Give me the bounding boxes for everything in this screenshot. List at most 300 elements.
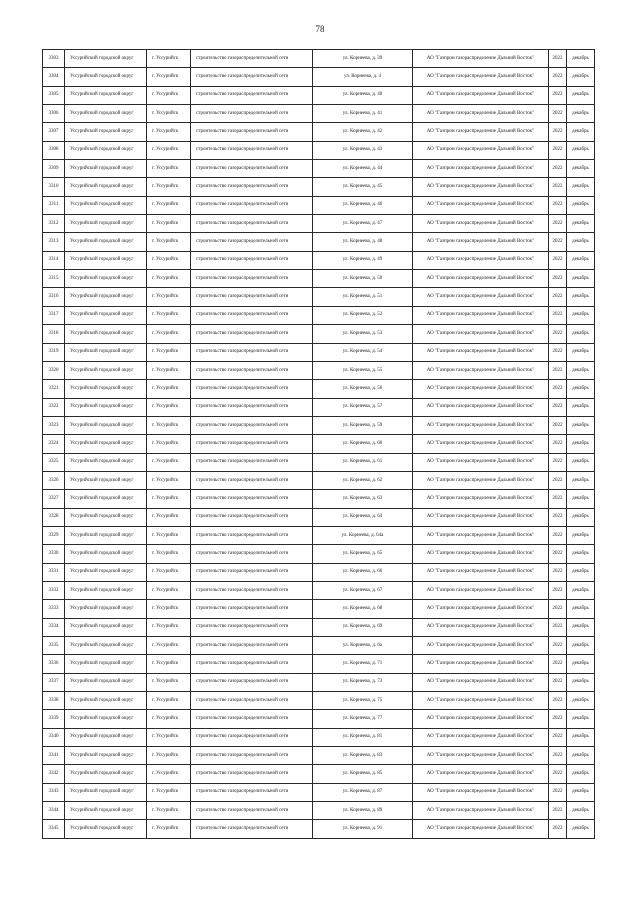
- month-cell: декабрь: [567, 710, 595, 728]
- table-row: [43, 765, 595, 783]
- table-row: [43, 288, 595, 306]
- year-cell: 2022: [549, 215, 567, 233]
- month-cell: декабрь: [567, 673, 595, 691]
- year-cell: 2022: [549, 123, 567, 141]
- row-number-cell: 3343: [43, 783, 65, 801]
- month-cell: декабрь: [567, 178, 595, 196]
- table-row: [43, 215, 595, 233]
- work-type-cell: строительство газораспределительной сети: [191, 545, 313, 563]
- district-cell: Уссурийский городской округ: [65, 178, 147, 196]
- work-type-cell: строительство газораспределительной сети: [191, 581, 313, 599]
- work-type-cell: строительство газораспределительной сети: [191, 105, 313, 123]
- table-row: [43, 637, 595, 655]
- organization-cell: АО "Газпром газораспределение Дальний Восток": [413, 416, 549, 434]
- month-cell: декабрь: [567, 802, 595, 820]
- work-type-cell: строительство газораспределительной сети: [191, 215, 313, 233]
- year-cell: 2022: [549, 783, 567, 801]
- table-row: [43, 600, 595, 618]
- work-type-cell: строительство газораспределительной сети: [191, 233, 313, 251]
- organization-cell: АО "Газпром газораспределение Дальний Восток": [413, 673, 549, 691]
- row-number-cell: 3329: [43, 526, 65, 544]
- month-cell: декабрь: [567, 508, 595, 526]
- year-cell: 2022: [549, 68, 567, 86]
- address-cell: ул. Корнеева, д. 47: [313, 215, 413, 233]
- address-cell: ул. Корнеева, д. 71: [313, 655, 413, 673]
- row-number-cell: 3340: [43, 728, 65, 746]
- address-cell: ул. Корнеева, д. 41: [313, 105, 413, 123]
- district-cell: Уссурийский городской округ: [65, 783, 147, 801]
- address-cell: ул. Корнеева, д. 40: [313, 86, 413, 104]
- table-row: [43, 306, 595, 324]
- city-cell: г. Уссурийск: [147, 251, 191, 269]
- district-cell: Уссурийский городской округ: [65, 453, 147, 471]
- district-cell: Уссурийский городской округ: [65, 508, 147, 526]
- city-cell: г. Уссурийск: [147, 141, 191, 159]
- city-cell: г. Уссурийск: [147, 325, 191, 343]
- table-row: [43, 50, 595, 68]
- year-cell: 2022: [549, 141, 567, 159]
- year-cell: 2022: [549, 453, 567, 471]
- organization-cell: АО "Газпром газораспределение Дальний Восток": [413, 453, 549, 471]
- organization-cell: АО "Газпром газораспределение Дальний Восток": [413, 325, 549, 343]
- month-cell: декабрь: [567, 50, 595, 68]
- table-row: [43, 508, 595, 526]
- work-type-cell: строительство газораспределительной сети: [191, 471, 313, 489]
- month-cell: декабрь: [567, 545, 595, 563]
- month-cell: декабрь: [567, 380, 595, 398]
- organization-cell: АО "Газпром газораспределение Дальний Восток": [413, 618, 549, 636]
- district-cell: Уссурийский городской округ: [65, 288, 147, 306]
- district-cell: Уссурийский городской округ: [65, 270, 147, 288]
- organization-cell: АО "Газпром газораспределение Дальний Восток": [413, 563, 549, 581]
- table-row: [43, 581, 595, 599]
- district-cell: Уссурийский городской округ: [65, 86, 147, 104]
- year-cell: 2022: [549, 747, 567, 765]
- address-cell: ул. Корнеева, д. 39: [313, 50, 413, 68]
- year-cell: 2022: [549, 50, 567, 68]
- city-cell: г. Уссурийск: [147, 820, 191, 838]
- organization-cell: АО "Газпром газораспределение Дальний Восток": [413, 86, 549, 104]
- district-cell: Уссурийский городской округ: [65, 563, 147, 581]
- address-cell: ул. Корнеева, д. 66: [313, 563, 413, 581]
- year-cell: 2022: [549, 508, 567, 526]
- city-cell: г. Уссурийск: [147, 123, 191, 141]
- address-cell: ул. Корнеева, д. 85: [313, 765, 413, 783]
- city-cell: г. Уссурийск: [147, 637, 191, 655]
- row-number-cell: 3314: [43, 251, 65, 269]
- organization-cell: АО "Газпром газораспределение Дальний Восток": [413, 802, 549, 820]
- organization-cell: АО "Газпром газораспределение Дальний Восток": [413, 306, 549, 324]
- row-number-cell: 3331: [43, 563, 65, 581]
- month-cell: декабрь: [567, 600, 595, 618]
- year-cell: 2022: [549, 618, 567, 636]
- table-row: [43, 178, 595, 196]
- city-cell: г. Уссурийск: [147, 178, 191, 196]
- table-row: [43, 545, 595, 563]
- organization-cell: АО "Газпром газораспределение Дальний Восток": [413, 251, 549, 269]
- address-cell: ул. Корнеева, д. 45: [313, 178, 413, 196]
- address-cell: ул. Корнеева, д. 53: [313, 325, 413, 343]
- row-number-cell: 3341: [43, 747, 65, 765]
- district-cell: Уссурийский городской округ: [65, 306, 147, 324]
- organization-cell: АО "Газпром газораспределение Дальний Восток": [413, 490, 549, 508]
- row-number-cell: 3320: [43, 361, 65, 379]
- city-cell: г. Уссурийск: [147, 86, 191, 104]
- city-cell: г. Уссурийск: [147, 50, 191, 68]
- city-cell: г. Уссурийск: [147, 526, 191, 544]
- table-row: [43, 490, 595, 508]
- address-cell: ул. Корнеева, д. 91: [313, 820, 413, 838]
- row-number-cell: 3307: [43, 123, 65, 141]
- district-cell: Уссурийский городской округ: [65, 802, 147, 820]
- row-number-cell: 3344: [43, 802, 65, 820]
- district-cell: Уссурийский городской округ: [65, 765, 147, 783]
- table-row: [43, 655, 595, 673]
- table-row: [43, 325, 595, 343]
- address-cell: ул. Корнеева, д. 68: [313, 600, 413, 618]
- city-cell: г. Уссурийск: [147, 105, 191, 123]
- organization-cell: АО "Газпром газораспределение Дальний Восток": [413, 655, 549, 673]
- row-number-cell: 3306: [43, 105, 65, 123]
- table-row: [43, 692, 595, 710]
- organization-cell: АО "Газпром газораспределение Дальний Восток": [413, 215, 549, 233]
- year-cell: 2022: [549, 251, 567, 269]
- organization-cell: АО "Газпром газораспределение Дальний Восток": [413, 526, 549, 544]
- year-cell: 2022: [549, 820, 567, 838]
- year-cell: 2022: [549, 343, 567, 361]
- city-cell: г. Уссурийск: [147, 563, 191, 581]
- organization-cell: АО "Газпром газораспределение Дальний Восток": [413, 343, 549, 361]
- work-type-cell: строительство газораспределительной сети: [191, 196, 313, 214]
- address-cell: ул. Корнеева, д. 55: [313, 361, 413, 379]
- city-cell: г. Уссурийск: [147, 398, 191, 416]
- address-cell: ул. Корнеева, д. 52: [313, 306, 413, 324]
- year-cell: 2022: [549, 490, 567, 508]
- year-cell: 2022: [549, 435, 567, 453]
- organization-cell: АО "Газпром газораспределение Дальний Восток": [413, 233, 549, 251]
- month-cell: декабрь: [567, 361, 595, 379]
- city-cell: г. Уссурийск: [147, 215, 191, 233]
- address-cell: ул. Корнеева, д. 56: [313, 380, 413, 398]
- row-number-cell: 3309: [43, 160, 65, 178]
- table-row: [43, 105, 595, 123]
- month-cell: декабрь: [567, 728, 595, 746]
- address-cell: ул. Корнеева, д. 48: [313, 233, 413, 251]
- year-cell: 2022: [549, 361, 567, 379]
- month-cell: декабрь: [567, 306, 595, 324]
- district-cell: Уссурийский городской округ: [65, 105, 147, 123]
- month-cell: декабрь: [567, 343, 595, 361]
- table-row: [43, 526, 595, 544]
- address-cell: ул. Корнеева, д. 42: [313, 123, 413, 141]
- row-number-cell: 3312: [43, 215, 65, 233]
- organization-cell: АО "Газпром газораспределение Дальний Восток": [413, 435, 549, 453]
- table-row: [43, 251, 595, 269]
- table-row: [43, 435, 595, 453]
- year-cell: 2022: [549, 637, 567, 655]
- table-row: [43, 783, 595, 801]
- year-cell: 2022: [549, 545, 567, 563]
- row-number-cell: 3316: [43, 288, 65, 306]
- work-type-cell: строительство газораспределительной сети: [191, 618, 313, 636]
- row-number-cell: 3303: [43, 50, 65, 68]
- month-cell: декабрь: [567, 563, 595, 581]
- work-type-cell: строительство газораспределительной сети: [191, 288, 313, 306]
- work-type-cell: строительство газораспределительной сети: [191, 453, 313, 471]
- month-cell: декабрь: [567, 692, 595, 710]
- address-cell: ул. Корнеева, д. 43: [313, 141, 413, 159]
- address-cell: ул. Корнеева, д. 60: [313, 435, 413, 453]
- address-cell: ул. Корнеева, д. 51: [313, 288, 413, 306]
- year-cell: 2022: [549, 416, 567, 434]
- address-cell: ул. Корнеева, д. 61: [313, 453, 413, 471]
- organization-cell: АО "Газпром газораспределение Дальний Восток": [413, 820, 549, 838]
- row-number-cell: 3330: [43, 545, 65, 563]
- work-type-cell: строительство газораспределительной сети: [191, 655, 313, 673]
- work-type-cell: строительство газораспределительной сети: [191, 380, 313, 398]
- work-type-cell: строительство газораспределительной сети: [191, 306, 313, 324]
- district-cell: Уссурийский городской округ: [65, 215, 147, 233]
- row-number-cell: 3332: [43, 581, 65, 599]
- year-cell: 2022: [549, 105, 567, 123]
- row-number-cell: 3323: [43, 416, 65, 434]
- row-number-cell: 3342: [43, 765, 65, 783]
- address-cell: ул. Корнеева, д. 59: [313, 416, 413, 434]
- work-type-cell: строительство газораспределительной сети: [191, 600, 313, 618]
- district-cell: Уссурийский городской округ: [65, 233, 147, 251]
- city-cell: г. Уссурийск: [147, 490, 191, 508]
- row-number-cell: 3313: [43, 233, 65, 251]
- address-cell: ул. Корнеева, д. 83: [313, 747, 413, 765]
- month-cell: декабрь: [567, 765, 595, 783]
- organization-cell: АО "Газпром газораспределение Дальний Восток": [413, 398, 549, 416]
- city-cell: г. Уссурийск: [147, 581, 191, 599]
- city-cell: г. Уссурийск: [147, 600, 191, 618]
- table-row: [43, 802, 595, 820]
- organization-cell: АО "Газпром газораспределение Дальний Восток": [413, 692, 549, 710]
- month-cell: декабрь: [567, 655, 595, 673]
- district-cell: Уссурийский городской округ: [65, 361, 147, 379]
- city-cell: г. Уссурийск: [147, 471, 191, 489]
- organization-cell: АО "Газпром газораспределение Дальний Восток": [413, 728, 549, 746]
- work-type-cell: строительство газораспределительной сети: [191, 490, 313, 508]
- city-cell: г. Уссурийск: [147, 618, 191, 636]
- district-cell: Уссурийский городской округ: [65, 471, 147, 489]
- address-cell: ул. Корнеева, д. 46: [313, 196, 413, 214]
- work-type-cell: строительство газораспределительной сети: [191, 820, 313, 838]
- organization-cell: АО "Газпром газораспределение Дальний Восток": [413, 380, 549, 398]
- table-row: [43, 141, 595, 159]
- address-cell: ул. Корнеева, д. 63: [313, 490, 413, 508]
- month-cell: декабрь: [567, 581, 595, 599]
- month-cell: декабрь: [567, 86, 595, 104]
- address-cell: ул. Корнеева, д. 49: [313, 251, 413, 269]
- organization-cell: АО "Газпром газораспределение Дальний Восток": [413, 545, 549, 563]
- month-cell: декабрь: [567, 270, 595, 288]
- month-cell: декабрь: [567, 435, 595, 453]
- table-row: [43, 86, 595, 104]
- organization-cell: АО "Газпром газораспределение Дальний Восток": [413, 637, 549, 655]
- work-type-cell: строительство газораспределительной сети: [191, 802, 313, 820]
- table-row: [43, 453, 595, 471]
- work-type-cell: строительство газораспределительной сети: [191, 637, 313, 655]
- organization-cell: АО "Газпром газораспределение Дальний Восток": [413, 508, 549, 526]
- district-cell: Уссурийский городской округ: [65, 325, 147, 343]
- organization-cell: АО "Газпром газораспределение Дальний Восток": [413, 288, 549, 306]
- organization-cell: АО "Газпром газораспределение Дальний Восток": [413, 105, 549, 123]
- city-cell: г. Уссурийск: [147, 288, 191, 306]
- organization-cell: АО "Газпром газораспределение Дальний Восток": [413, 270, 549, 288]
- table-row: [43, 563, 595, 581]
- district-cell: Уссурийский городской округ: [65, 600, 147, 618]
- city-cell: г. Уссурийск: [147, 802, 191, 820]
- organization-cell: АО "Газпром газораспределение Дальний Восток": [413, 123, 549, 141]
- city-cell: г. Уссурийск: [147, 747, 191, 765]
- year-cell: 2022: [549, 563, 567, 581]
- work-type-cell: строительство газораспределительной сети: [191, 68, 313, 86]
- row-number-cell: 3304: [43, 68, 65, 86]
- year-cell: 2022: [549, 288, 567, 306]
- gasification-schedule-table: [42, 49, 595, 839]
- district-cell: Уссурийский городской округ: [65, 581, 147, 599]
- address-cell: ул. Корнеева, д. 62: [313, 471, 413, 489]
- year-cell: 2022: [549, 692, 567, 710]
- year-cell: 2022: [549, 160, 567, 178]
- address-cell: ул. Корнеева, д. 44: [313, 160, 413, 178]
- month-cell: декабрь: [567, 471, 595, 489]
- work-type-cell: строительство газораспределительной сети: [191, 141, 313, 159]
- year-cell: 2022: [549, 673, 567, 691]
- district-cell: Уссурийский городской округ: [65, 343, 147, 361]
- row-number-cell: 3328: [43, 508, 65, 526]
- year-cell: 2022: [549, 765, 567, 783]
- work-type-cell: строительство газораспределительной сети: [191, 361, 313, 379]
- work-type-cell: строительство газораспределительной сети: [191, 710, 313, 728]
- row-number-cell: 3345: [43, 820, 65, 838]
- city-cell: г. Уссурийск: [147, 728, 191, 746]
- row-number-cell: 3311: [43, 196, 65, 214]
- address-cell: ул. Корнеева, д. 69: [313, 618, 413, 636]
- city-cell: г. Уссурийск: [147, 692, 191, 710]
- organization-cell: АО "Газпром газораспределение Дальний Восток": [413, 141, 549, 159]
- row-number-cell: 3337: [43, 673, 65, 691]
- district-cell: Уссурийский городской округ: [65, 655, 147, 673]
- address-cell: ул. Корнеева, д. 6а: [313, 637, 413, 655]
- row-number-cell: 3333: [43, 600, 65, 618]
- year-cell: 2022: [549, 380, 567, 398]
- month-cell: декабрь: [567, 196, 595, 214]
- address-cell: ул. Корнеева, д. 57: [313, 398, 413, 416]
- address-cell: ул. Корнеева, д. 4: [313, 68, 413, 86]
- city-cell: г. Уссурийск: [147, 453, 191, 471]
- city-cell: г. Уссурийск: [147, 361, 191, 379]
- year-cell: 2022: [549, 196, 567, 214]
- row-number-cell: 3315: [43, 270, 65, 288]
- row-number-cell: 3318: [43, 325, 65, 343]
- table-row: [43, 747, 595, 765]
- work-type-cell: строительство газораспределительной сети: [191, 398, 313, 416]
- organization-cell: АО "Газпром газораспределение Дальний Восток": [413, 783, 549, 801]
- address-cell: ул. Корнеева, д. 65: [313, 545, 413, 563]
- organization-cell: АО "Газпром газораспределение Дальний Восток": [413, 50, 549, 68]
- page-number: 78: [315, 24, 325, 34]
- district-cell: Уссурийский городской округ: [65, 251, 147, 269]
- district-cell: Уссурийский городской округ: [65, 618, 147, 636]
- year-cell: 2022: [549, 471, 567, 489]
- table-row: [43, 123, 595, 141]
- table-row: [43, 710, 595, 728]
- organization-cell: АО "Газпром газораспределение Дальний Восток": [413, 160, 549, 178]
- address-cell: ул. Корнеева, д. 73: [313, 673, 413, 691]
- address-cell: ул. Корнеева, д. 77: [313, 710, 413, 728]
- district-cell: Уссурийский городской округ: [65, 692, 147, 710]
- city-cell: г. Уссурийск: [147, 270, 191, 288]
- address-cell: ул. Корнеева, д. 50: [313, 270, 413, 288]
- month-cell: декабрь: [567, 288, 595, 306]
- month-cell: декабрь: [567, 215, 595, 233]
- month-cell: декабрь: [567, 490, 595, 508]
- work-type-cell: строительство газораспределительной сети: [191, 526, 313, 544]
- work-type-cell: строительство газораспределительной сети: [191, 508, 313, 526]
- work-type-cell: строительство газораспределительной сети: [191, 673, 313, 691]
- city-cell: г. Уссурийск: [147, 306, 191, 324]
- organization-cell: АО "Газпром газораспределение Дальний Восток": [413, 361, 549, 379]
- address-cell: ул. Корнеева, д. 64: [313, 508, 413, 526]
- district-cell: Уссурийский городской округ: [65, 398, 147, 416]
- row-number-cell: 3319: [43, 343, 65, 361]
- year-cell: 2022: [549, 526, 567, 544]
- district-cell: Уссурийский городской округ: [65, 637, 147, 655]
- year-cell: 2022: [549, 86, 567, 104]
- district-cell: Уссурийский городской округ: [65, 673, 147, 691]
- organization-cell: АО "Газпром газораспределение Дальний Восток": [413, 178, 549, 196]
- month-cell: декабрь: [567, 618, 595, 636]
- work-type-cell: строительство газораспределительной сети: [191, 251, 313, 269]
- year-cell: 2022: [549, 581, 567, 599]
- work-type-cell: строительство газораспределительной сети: [191, 563, 313, 581]
- organization-cell: АО "Газпром газораспределение Дальний Восток": [413, 600, 549, 618]
- month-cell: декабрь: [567, 783, 595, 801]
- city-cell: г. Уссурийск: [147, 416, 191, 434]
- month-cell: декабрь: [567, 526, 595, 544]
- organization-cell: АО "Газпром газораспределение Дальний Восток": [413, 747, 549, 765]
- district-cell: Уссурийский городской округ: [65, 490, 147, 508]
- table-row: [43, 196, 595, 214]
- table-row: [43, 343, 595, 361]
- work-type-cell: строительство газораспределительной сети: [191, 765, 313, 783]
- work-type-cell: строительство газораспределительной сети: [191, 416, 313, 434]
- organization-cell: АО "Газпром газораспределение Дальний Восток": [413, 581, 549, 599]
- city-cell: г. Уссурийск: [147, 545, 191, 563]
- city-cell: г. Уссурийск: [147, 160, 191, 178]
- work-type-cell: строительство газораспределительной сети: [191, 747, 313, 765]
- work-type-cell: строительство газораспределительной сети: [191, 160, 313, 178]
- year-cell: 2022: [549, 655, 567, 673]
- table-row: [43, 398, 595, 416]
- row-number-cell: 3335: [43, 637, 65, 655]
- address-cell: ул. Корнеева, д. 75: [313, 692, 413, 710]
- month-cell: декабрь: [567, 68, 595, 86]
- city-cell: г. Уссурийск: [147, 710, 191, 728]
- city-cell: г. Уссурийск: [147, 435, 191, 453]
- organization-cell: АО "Газпром газораспределение Дальний Восток": [413, 710, 549, 728]
- row-number-cell: 3336: [43, 655, 65, 673]
- row-number-cell: 3324: [43, 435, 65, 453]
- year-cell: 2022: [549, 270, 567, 288]
- row-number-cell: 3338: [43, 692, 65, 710]
- year-cell: 2022: [549, 325, 567, 343]
- city-cell: г. Уссурийск: [147, 783, 191, 801]
